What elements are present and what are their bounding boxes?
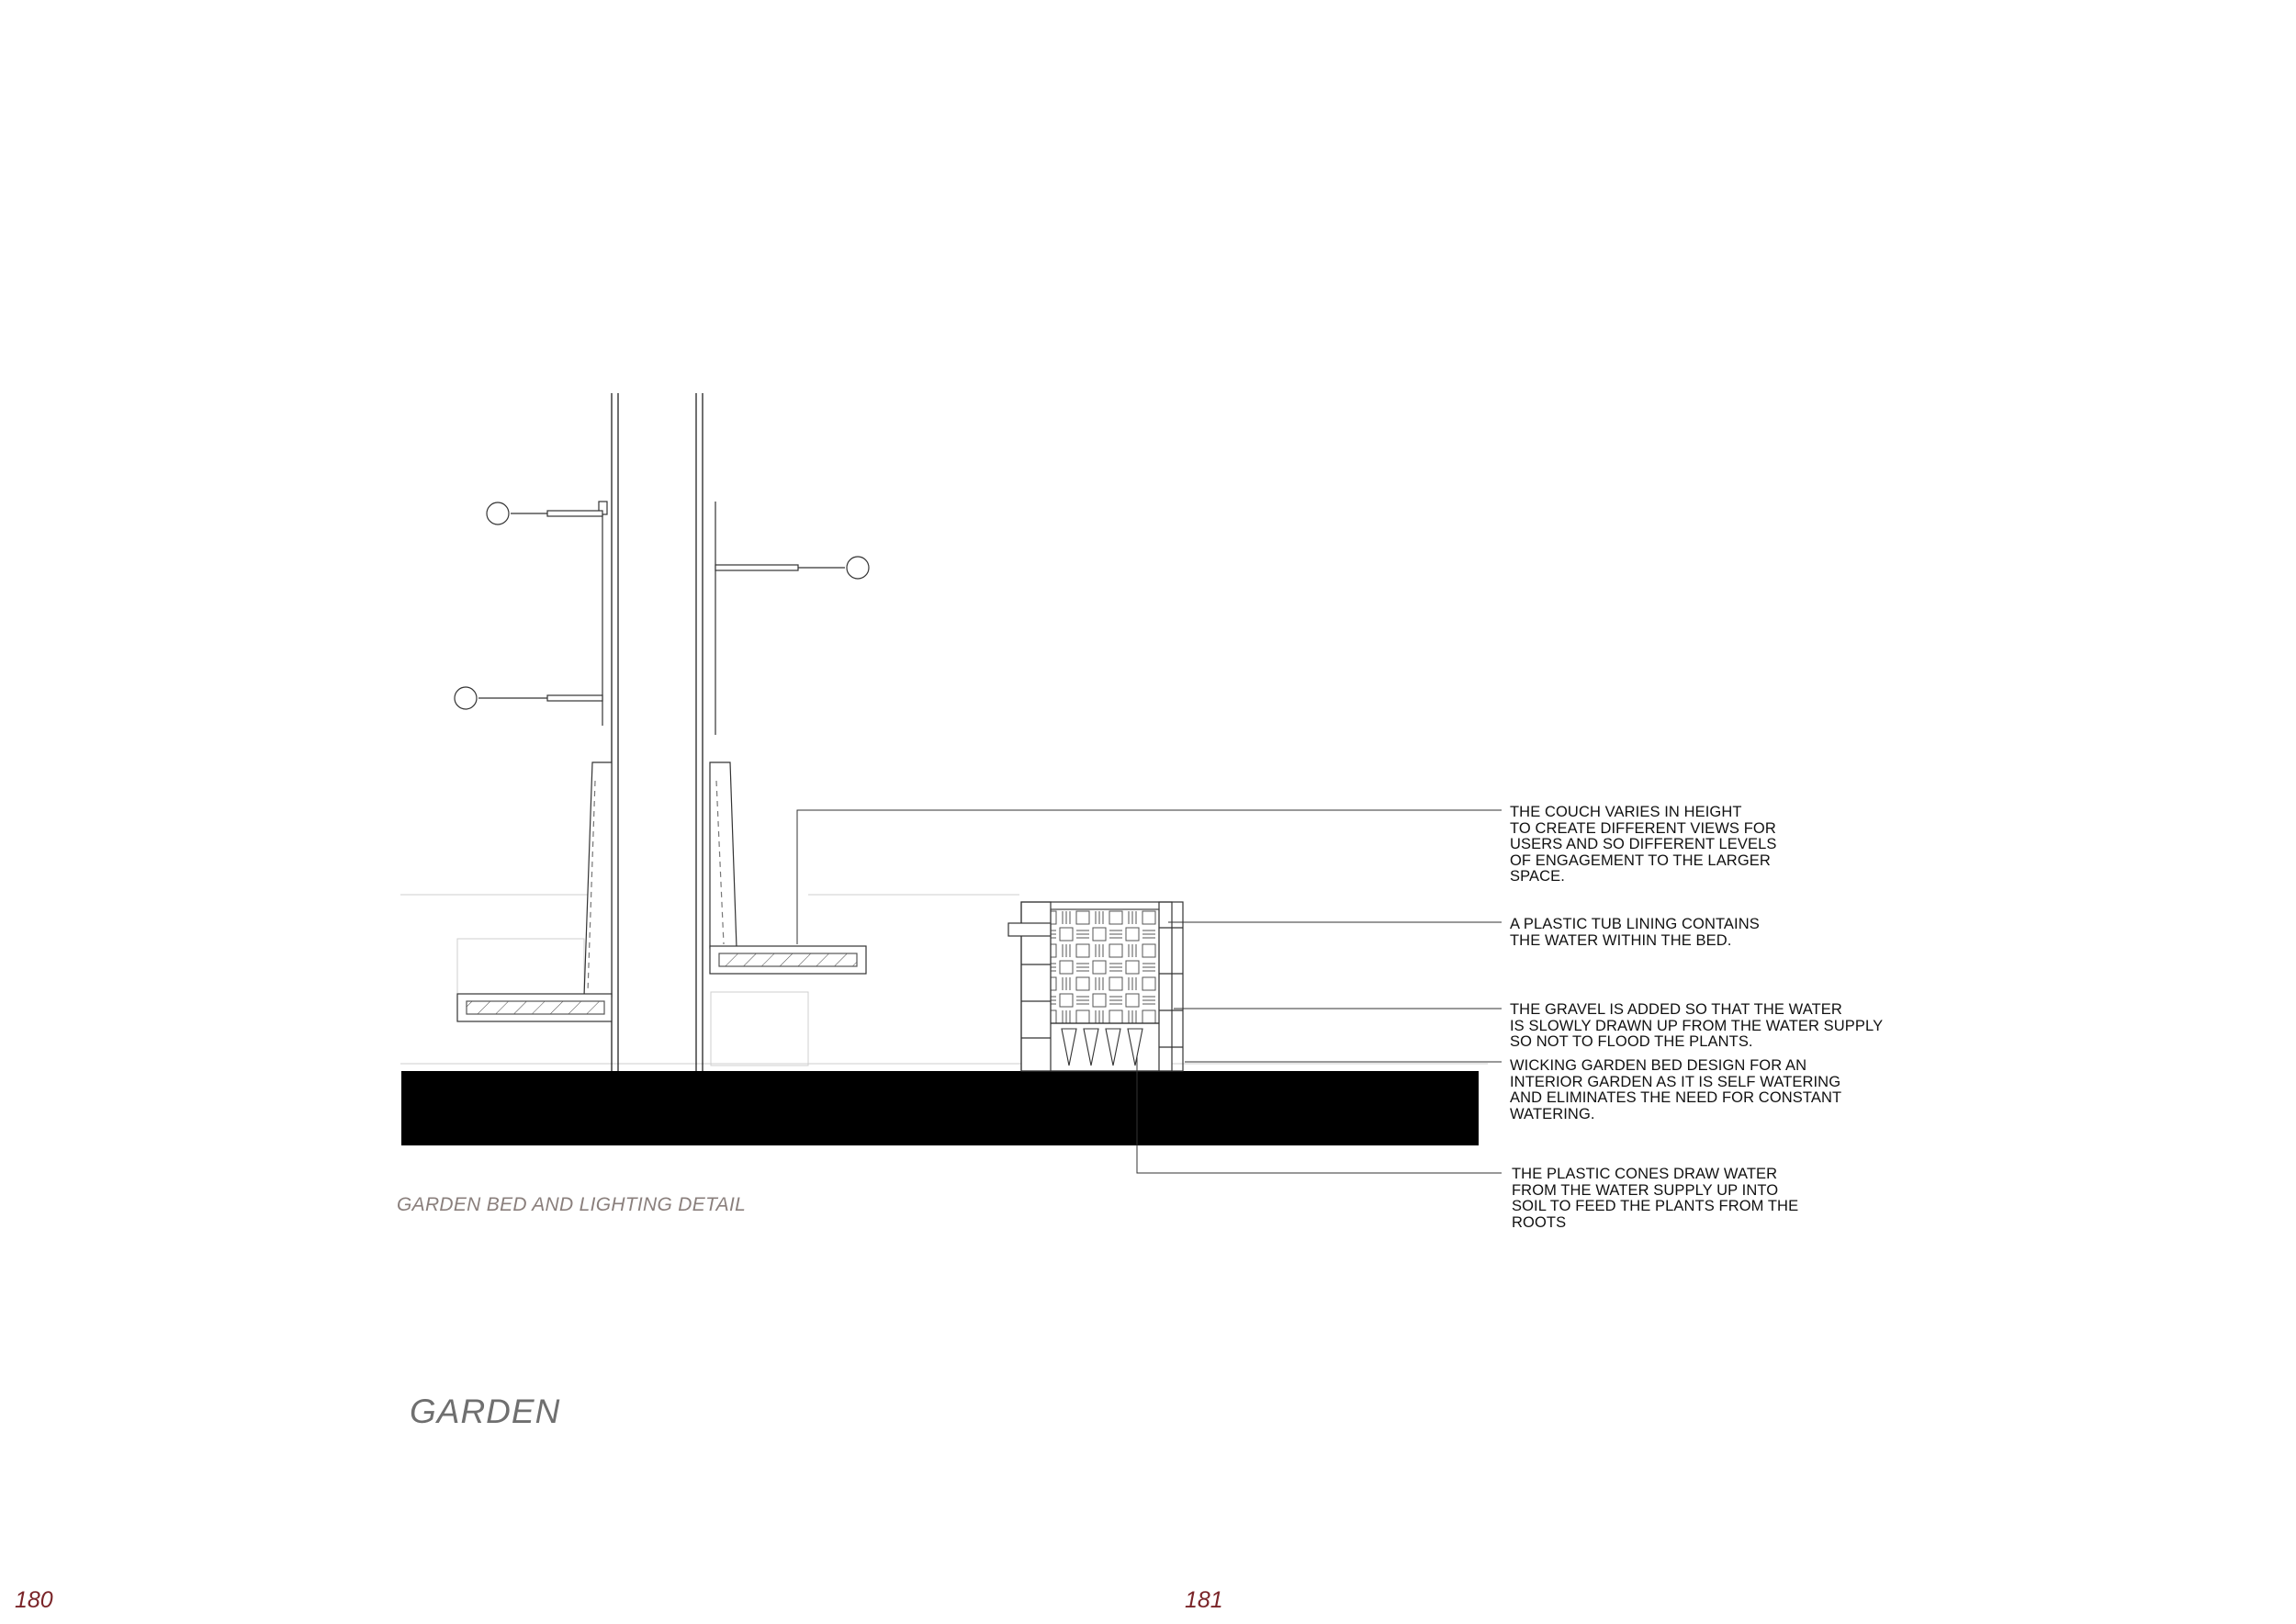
right-couch <box>710 762 866 974</box>
detail-caption: GARDEN BED AND LIGHTING DETAIL <box>397 1194 747 1215</box>
page-number-right: 181 <box>1185 1587 1223 1613</box>
wicking-garden-bed <box>1008 902 1183 1071</box>
annotation-gravel: THE GRAVEL IS ADDED SO THAT THE WATER IS SLOWLY DRAWN UP FROM THE WATER SUPPLY SO NOT TO FLOOD THE PLANTS. <box>1510 1001 1884 1050</box>
right-pendant-light <box>715 502 869 735</box>
left-couch <box>457 762 612 1021</box>
left-pendant-lights <box>455 502 607 726</box>
annotation-plastic-cones: THE PLASTIC CONES DRAW WATER FROM THE WATER SUPPLY UP INTO SOIL TO FEED THE PLANTS FROM THE ROOTS <box>1512 1166 1799 1231</box>
floor-slab <box>401 1071 1479 1145</box>
annotation-couch-height: THE COUCH VARIES IN HEIGHT TO CREATE DIFFERENT VIEWS FOR USERS AND SO DIFFERENT LEVELS OF ENGAGEMENT TO THE LARGER SPACE. <box>1510 804 1777 885</box>
annotation-wicking-bed: WICKING GARDEN BED DESIGN FOR AN INTERIOR GARDEN AS IT IS SELF WATERING AND ELIMINATES THE NEED FOR CONSTANT WATERING. <box>1510 1057 1842 1122</box>
section-title: GARDEN <box>410 1393 561 1430</box>
right-column <box>696 393 703 1071</box>
page-number-left: 180 <box>15 1587 53 1613</box>
left-column <box>612 393 618 1071</box>
annotation-plastic-tub-lining: A PLASTIC TUB LINING CONTAINS THE WATER WITHIN THE BED. <box>1510 916 1760 949</box>
background-lines <box>400 895 1488 1066</box>
